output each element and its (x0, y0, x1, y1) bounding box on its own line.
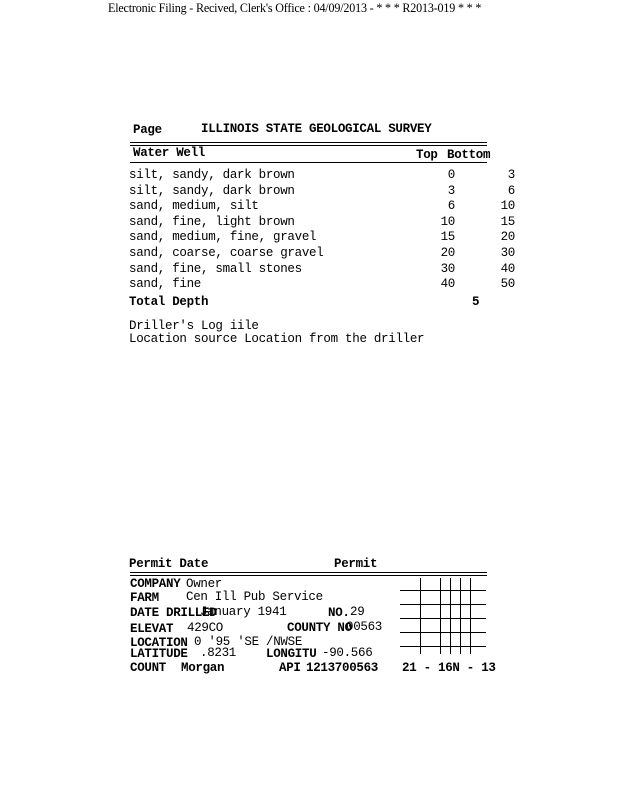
row-bottom: 10 (500, 199, 515, 213)
page-label: Page (133, 123, 162, 137)
col-header-top: Top (416, 148, 438, 162)
section-location-grid (400, 578, 486, 654)
row-top: 10 (440, 215, 455, 229)
api-label: API (279, 661, 301, 675)
row-bottom: 40 (500, 262, 515, 276)
county-no-value: 00563 (346, 620, 383, 634)
permit-rule-2 (130, 575, 487, 576)
county-no-label: COUNTY NO (287, 621, 352, 635)
permit-label: Permit (334, 557, 378, 571)
grid-hline (400, 646, 486, 647)
row-bottom: 3 (507, 168, 515, 182)
col-header-bottom: Bottom (447, 148, 491, 162)
table-row (129, 184, 515, 200)
total-depth-value: 5 (472, 295, 480, 309)
elevation-value: 429CO (187, 621, 224, 635)
row-desc: silt, sandy, dark brown (129, 168, 295, 182)
row-top: 20 (440, 246, 455, 260)
permit-date-label: Permit Date (129, 557, 209, 571)
row-desc: sand, medium, fine, gravel (129, 230, 317, 244)
row-top: 30 (440, 262, 455, 276)
row-top: 15 (440, 230, 455, 244)
table-row (129, 246, 515, 262)
company-value: Owner (186, 577, 223, 591)
row-desc: sand, fine, small stones (129, 262, 302, 276)
elevation-label: ELEVAT (130, 622, 174, 636)
township-range-value: 21 - 16N - 13 (402, 661, 496, 675)
api-value: 1213700563 (306, 661, 379, 675)
no-label: NO. (328, 606, 350, 620)
county-label: COUNT (130, 661, 167, 675)
row-top: 0 (447, 168, 455, 182)
farm-label: FARM (130, 591, 159, 605)
row-bottom: 30 (500, 246, 515, 260)
table-row (129, 230, 515, 246)
row-desc: sand, fine, light brown (129, 215, 295, 229)
header-rule (130, 162, 487, 163)
location-source-note: Location source Location from the driller (129, 332, 425, 346)
latitude-value: .8231 (200, 646, 237, 660)
title-rule-1 (130, 142, 487, 143)
longitude-label: LONGITU (266, 647, 317, 661)
farm-value: Cen Ill Pub Service (186, 590, 323, 604)
permit-rule-1 (130, 572, 487, 573)
row-bottom: 15 (500, 215, 515, 229)
latitude-label: LATITUDE (130, 647, 188, 661)
row-top: 6 (447, 199, 455, 213)
row-top: 3 (447, 184, 455, 198)
table-row (129, 199, 515, 215)
longitude-value: -90.566 (322, 646, 373, 660)
filing-header: Electronic Filing - Recived, Clerk's Office : 04/09/2013 - * * * R2013-019 * * * (108, 0, 482, 15)
date-drilled-label: DATE DRILLED (130, 606, 217, 620)
company-label: COMPANY (130, 577, 181, 591)
table-row (129, 215, 515, 231)
grid-hline (400, 618, 486, 619)
row-bottom: 50 (500, 277, 515, 291)
no-value: 29 (350, 605, 365, 619)
log-type-note: Driller's Log iile (129, 319, 259, 333)
location-label: LOCATION (130, 636, 188, 650)
row-desc: silt, sandy, dark brown (129, 184, 295, 198)
row-top: 40 (440, 277, 455, 291)
row-desc: sand, coarse, coarse gravel (129, 246, 324, 260)
col-header-desc: Water Well (133, 146, 206, 160)
row-desc: sand, fine (129, 277, 202, 291)
grid-hline (400, 632, 486, 633)
row-bottom: 20 (500, 230, 515, 244)
total-depth-label: Total Depth (129, 295, 209, 309)
survey-title: ILLINOIS STATE GEOLOGICAL SURVEY (201, 122, 432, 136)
table-row (129, 168, 515, 184)
table-row (129, 277, 515, 293)
row-desc: sand, medium, silt (129, 199, 259, 213)
grid-hline (400, 590, 486, 591)
row-bottom: 6 (507, 184, 515, 198)
location-value: 0 '95 'SE /NWSE (194, 635, 303, 649)
date-drilled-value: January 1941 (200, 605, 287, 619)
county-value: Morgan (181, 661, 225, 675)
table-row (129, 262, 515, 278)
grid-hline (400, 604, 486, 605)
